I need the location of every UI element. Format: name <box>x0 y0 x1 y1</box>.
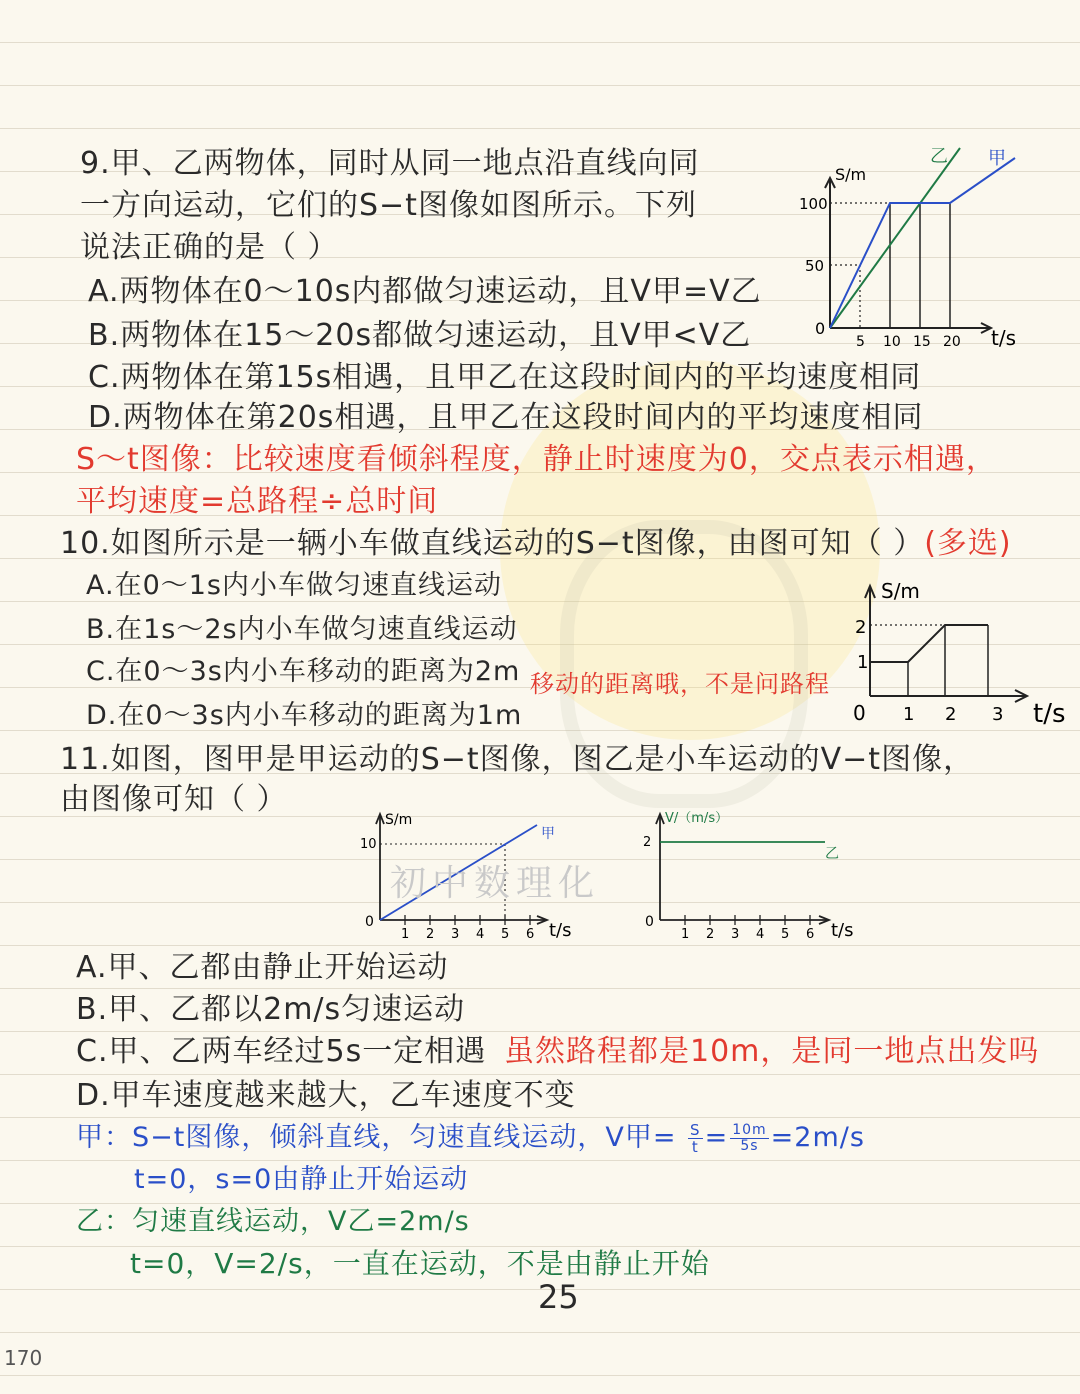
q9-note-line-1: S～t图像：比较速度看倾斜程度，静止时速度为0，交点表示相遇， <box>76 442 997 477</box>
q10-multi-tag: (多选) <box>924 526 1012 561</box>
q9-stem-line-3: 说法正确的是（ ） <box>80 230 339 265</box>
q10-ytick-2: 2 <box>855 617 867 638</box>
q11a-xtick-6: 6 <box>526 927 535 942</box>
q9-ytick-50: 50 <box>805 257 825 275</box>
q10-option-b: B.在1s～2s内小车做匀速直线运动 <box>86 614 518 645</box>
q9-label-yi: 乙 <box>930 146 948 167</box>
q11-stem-line-1: 11.如图，图甲是甲运动的S−t图像，图乙是小车运动的V−t图像， <box>60 742 975 777</box>
q9-stem-line-1: 9.甲、乙两物体，同时从同一地点沿直线向同 <box>80 146 700 181</box>
analysis-jia-line-1: 甲：S−t图像，倾斜直线，匀速直线运动，V甲= $\frac{S}{t}$ = $\frac{10m}{5s}$ =2m/s <box>76 1121 865 1156</box>
q10-option-d: D.在0～3s内小车移动的距离为1m <box>86 700 523 731</box>
q9-st-chart <box>795 140 1035 355</box>
q11a-y-label: S/m <box>385 812 413 828</box>
q9-xtick-20: 20 <box>943 334 961 350</box>
q9-ytick-100: 100 <box>799 195 828 213</box>
q11b-xtick-4: 4 <box>756 927 765 942</box>
q11a-ytick-10: 10 <box>360 837 377 852</box>
q11a-origin: 0 <box>365 914 374 930</box>
q11a-x-label: t/s <box>549 920 572 941</box>
q10-series <box>870 625 988 662</box>
q11a-xtick-2: 2 <box>426 927 435 942</box>
q11-option-a: A.甲、乙都由静止开始运动 <box>76 950 449 985</box>
fraction-denominator: t <box>691 1138 699 1156</box>
q11-option-d: D.甲车速度越来越大，乙车速度不变 <box>76 1078 576 1113</box>
q10-origin: 0 <box>853 701 866 725</box>
q10-x-label: t/s <box>1033 699 1066 729</box>
watermark: 初中数理化 <box>390 863 601 904</box>
q11b-xtick-1: 1 <box>681 927 690 942</box>
fraction-s-over-t <box>688 1122 703 1155</box>
q9-xtick-5: 5 <box>856 334 865 350</box>
q10-note: 移动的距离哦，不是问路程 <box>530 670 830 698</box>
q9-xtick-15: 15 <box>913 334 931 350</box>
q10-xtick-3: 3 <box>992 704 1004 725</box>
q10-xtick-1: 1 <box>903 704 915 725</box>
q10-option-a: A.在0～1s内小车做匀速直线运动 <box>86 570 503 601</box>
fraction2-denominator: 5s <box>740 1138 759 1154</box>
analysis-yi-line-1: 乙：匀速直线运动，V乙=2m/s <box>76 1206 470 1237</box>
q10-st-chart <box>845 578 1070 728</box>
q11b-xtick-6: 6 <box>806 927 815 942</box>
q9-stem-line-2: 一方向运动，它们的S−t图像如图所示。下列 <box>80 188 697 223</box>
q9-option-b: B.两物体在15～20s都做匀速运动，且V甲<V乙 <box>88 318 752 353</box>
q11-note-c: 虽然路程都是10m，是同一地点出发吗 <box>504 1034 1040 1069</box>
q9-label-jia: 甲 <box>988 148 1006 169</box>
q10-ytick-1: 1 <box>857 652 869 673</box>
q11a-xtick-4: 4 <box>476 927 485 942</box>
q11b-ytick-2: 2 <box>643 835 652 850</box>
corner-number: 170 <box>4 1346 43 1370</box>
q9-y-label: S/m <box>835 165 867 184</box>
q11b-y-label: V/（m/s） <box>665 811 729 826</box>
q11b-label-yi: 乙 <box>825 846 839 862</box>
q11b-x-label: t/s <box>831 920 854 941</box>
q11a-xtick-3: 3 <box>451 927 460 942</box>
q10-y-label: S/m <box>881 579 920 603</box>
q10-xtick-2: 2 <box>945 704 957 725</box>
fraction2-numerator: 10m <box>732 1122 767 1138</box>
q11b-xtick-5: 5 <box>781 927 790 942</box>
fraction-numerator: S <box>690 1121 701 1139</box>
q11a-xtick-5: 5 <box>501 927 510 942</box>
q10-stem-text: 10.如图所示是一辆小车做直线运动的S−t图像，由图可知（ ） <box>60 526 925 561</box>
q11b-xtick-3: 3 <box>731 927 740 942</box>
q9-option-a: A.两物体在0～10s内都做匀速运动，且V甲=V乙 <box>88 274 762 309</box>
q11b-xtick-2: 2 <box>706 927 715 942</box>
q9-origin: 0 <box>815 319 826 338</box>
q10-option-c: C.在0～3s内小车移动的距离为2m <box>86 656 521 687</box>
fraction-10m-over-5s <box>730 1123 768 1154</box>
q10-stem <box>60 524 1012 564</box>
q11-chart-yi <box>635 808 875 943</box>
q11-option-c: C.甲、乙两车经过5s一定相遇 <box>76 1034 487 1069</box>
analysis-jia-line-2: t=0，s=0由静止开始运动 <box>134 1164 469 1195</box>
q9-xtick-10: 10 <box>883 334 901 350</box>
q9-option-d: D.两物体在第20s相遇，且甲乙在这段时间内的平均速度相同 <box>88 400 924 435</box>
q9-note-line-2: 平均速度=总路程÷总时间 <box>76 484 439 519</box>
q11-stem-line-2: 由图像可知（ ） <box>60 782 288 817</box>
q11a-label-jia: 甲 <box>541 826 555 842</box>
q9-x-label: t/s <box>991 326 1016 350</box>
q11-option-b: B.甲、乙都以2m/s匀速运动 <box>76 992 466 1027</box>
q11a-xtick-1: 1 <box>401 927 410 942</box>
q11b-origin: 0 <box>645 914 654 930</box>
analysis-yi-line-2: t=0，V=2/s，一直在运动，不是由静止开始 <box>130 1247 710 1280</box>
analysis-jia-text: 甲：S−t图像，倾斜直线，匀速直线运动，V甲= <box>76 1122 677 1153</box>
q9-option-c: C.两物体在第15s相遇，且甲乙在这段时间内的平均速度相同 <box>88 360 922 395</box>
analysis-jia-result: =2m/s <box>770 1122 865 1153</box>
page-number: 25 <box>538 1278 579 1316</box>
